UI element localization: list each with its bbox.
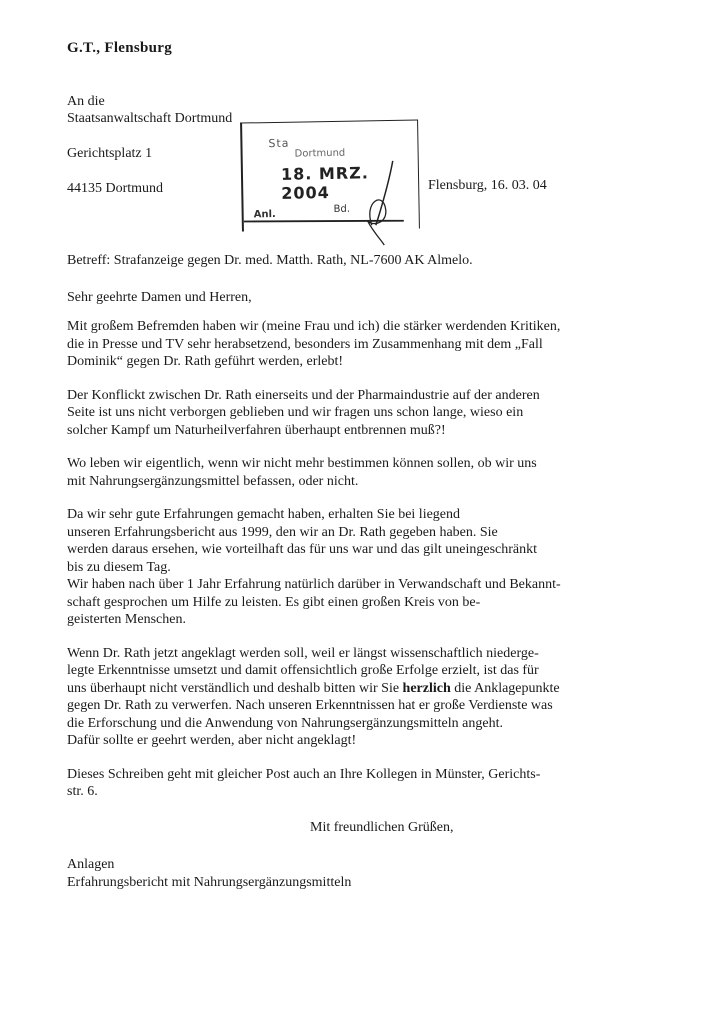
text-line: Der Konflickt zwischen Dr. Rath einerseits und der Pharmaindustrie auf der anderen xyxy=(67,387,540,403)
text-line: bis zu diesem Tag. xyxy=(67,559,171,575)
text-line: werden daraus ersehen, wie vorteilhaft das für uns war und das gilt uneingeschränkt xyxy=(67,542,538,557)
text-segment: uns überhaupt nicht verständlich und deshalb bitten wir Sie xyxy=(67,680,403,696)
subject-line: Betreff: Strafanzeige gegen Dr. med. Matth. Rath, NL-7600 AK Almelo. xyxy=(67,253,473,268)
text-line: gegen Dr. Rath zu verwerfen. Nach unseren Erkenntnissen hat er große Verdienste was xyxy=(67,698,553,713)
place-date: Flensburg, 16. 03. 04 xyxy=(428,178,547,193)
stamp-line-1: Sta xyxy=(268,136,290,151)
text-line: die Erforschung und die Anwendung von Nahrungsergänzungsmitteln angeht. xyxy=(67,715,503,731)
letter-body xyxy=(67,318,627,817)
paragraph-4 xyxy=(67,506,627,629)
paragraph-3 xyxy=(67,455,627,490)
closing-greeting: Mit freundlichen Grüßen, xyxy=(310,820,454,835)
text-line: legte Erkenntnisse umsetzt und damit offensichtlich große Erfolge erzielt, ist das für xyxy=(67,663,539,678)
text-line xyxy=(67,680,627,698)
text-line: str. 6. xyxy=(67,784,98,799)
text-line: Dominik“ gegen Dr. Rath geführt werden, erlebt! xyxy=(67,354,344,369)
attachments xyxy=(67,856,351,892)
text-segment: die Anklagepunkte xyxy=(450,680,560,696)
stamp-anl: Anl. xyxy=(253,208,276,221)
recipient-line-1: An die xyxy=(67,94,105,109)
paragraph-1 xyxy=(67,318,627,371)
text-line: schaft gesprochen um Hilfe zu leisten. Es gibt einen großen Kreis von be- xyxy=(67,594,481,610)
text-line: Wo leben wir eigentlich, wenn wir nicht mehr bestimmen können sollen, ob wir uns xyxy=(67,456,537,471)
text-line: Seite ist uns nicht verborgen geblieben und wir fragen uns schon lange, wieso ein xyxy=(67,405,524,420)
attachments-item: Erfahrungsbericht mit Nahrungsergänzungsmitteln xyxy=(67,875,352,890)
emphasis-herzlich: herzlich xyxy=(402,680,451,696)
text-line: Mit großem Befremden haben wir (meine Frau und ich) die stärker werdenden Kritiken, xyxy=(67,319,561,334)
paragraph-5 xyxy=(67,645,627,750)
recipient-street: Gerichtsplatz 1 xyxy=(67,146,153,161)
text-line: solcher Kampf um Naturheilverfahren überhaupt entbrennen muß?! xyxy=(67,422,446,438)
received-stamp xyxy=(240,119,420,231)
recipient-city: 44135 Dortmund xyxy=(67,181,164,196)
paragraph-2 xyxy=(67,387,627,440)
attachments-label: Anlagen xyxy=(67,857,115,872)
text-line: Dafür sollte er geehrt werden, aber nicht angeklagt! xyxy=(67,733,357,748)
sender-line: G.T., Flensburg xyxy=(67,40,173,56)
salutation: Sehr geehrte Damen und Herren, xyxy=(67,290,252,305)
text-line: die in Presse und TV sehr herabsetzend, besonders im Zusammenhang mit dem „Fall xyxy=(67,336,543,352)
stamp-line-2: Dortmund xyxy=(294,147,346,160)
text-line: Wenn Dr. Rath jetzt angeklagt werden soll, weil er längst wissenschaftlich niederge- xyxy=(67,645,539,661)
stamp-handwriting xyxy=(242,120,419,248)
stamp-date: 18. MRZ. 2004 xyxy=(280,163,369,203)
text-line: mit Nahrungsergänzungsmittel befassen, oder nicht. xyxy=(67,473,359,489)
text-line: Da wir sehr gute Erfahrungen gemacht haben, erhalten Sie bei liegend xyxy=(67,507,461,522)
recipient-address xyxy=(67,93,232,197)
text-line: Dieses Schreiben geht mit gleicher Post auch an Ihre Kollegen in Münster, Gerichts- xyxy=(67,766,541,782)
text-line: geisterten Menschen. xyxy=(67,612,186,627)
text-line: unseren Erfahrungsbericht aus 1999, den wir an Dr. Rath gegeben haben. Sie xyxy=(67,524,498,540)
paragraph-6 xyxy=(67,766,627,801)
stamp-bd: Bd. xyxy=(333,203,351,215)
text-line: Wir haben nach über 1 Jahr Erfahrung natürlich darüber in Verwandschaft und Bekannt- xyxy=(67,577,561,592)
recipient-line-2: Staatsanwaltschaft Dortmund xyxy=(67,111,233,126)
